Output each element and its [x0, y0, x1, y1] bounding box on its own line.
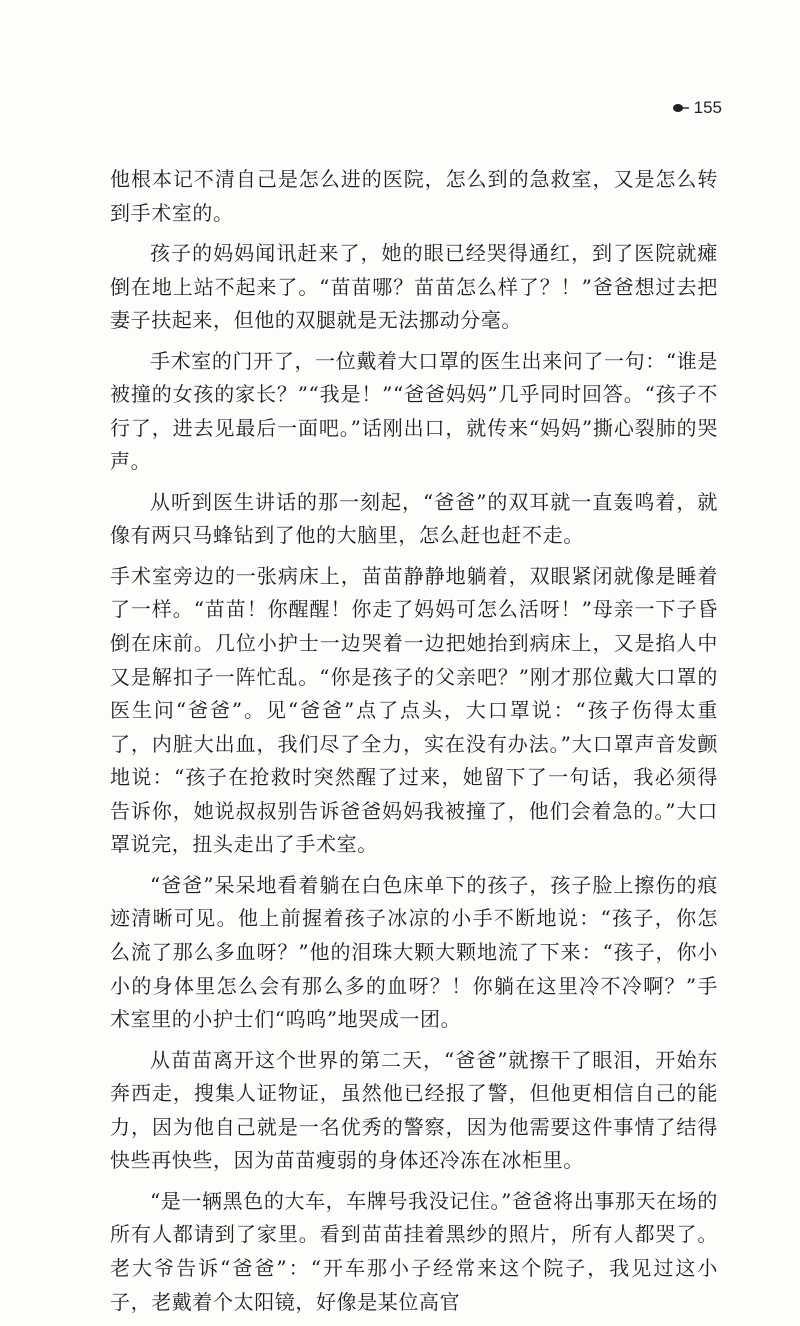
arrow-bullet-icon — [672, 103, 690, 113]
paragraph: 孩子的妈妈闻讯赶来了，她的眼已经哭得通红，到了医院就瘫倒在地上站不起来了。“苗苗哪？苗苗怎么样了？！”爸爸想过去把妻子扶起来，但他的双腿就是无法挪动分毫。 — [110, 240, 718, 333]
paragraph: 手术室旁边的一张病床上，苗苗静静地躺着，双眼紧闭就像是睡着了一样。“苗苗！你醒醒！你走了妈妈可怎么活呀！”母亲一下子昏倒在床前。几位小护士一边哭着一边把她抬到病床上，又是掐人中又是解扣子一阵忙乱。“你是孩子的父亲吧？”刚才那位戴大口罩的医生问“爸爸”。见“爸爸”点了点头，大口罩说：“孩子伤得太重了，内脏大出血，我们尽了全力，实在没有办法。”大口罩声音发颤地说：“孩子在抢救时突然醒了过来，她留下了一句话，我必须得告诉你，她说叔叔别告诉爸爸妈妈我被撞了，他们会着急的。”大口罩说完，扭头走出了手术室。 — [110, 563, 718, 857]
paragraph: 从苗苗离开这个世界的第二天，“爸爸”就擦干了眼泪，开始东奔西走，搜集人证物证，虽然他已经报了警，但他更相信自己的能力，因为他自己就是一名优秀的警察，因为他需要这件事情了结得快些再快些，因为苗苗瘦弱的身体还冷冻在冰柜里。 — [110, 1047, 718, 1173]
paragraph: 从听到医生讲话的那一刻起，“爸爸”的双耳就一直轰鸣着，就像有两只马蜂钻到了他的大脑里，怎么赶也赶不走。 — [110, 489, 718, 548]
paragraph: 手术室的门开了，一位戴着大口罩的医生出来问了一句：“谁是被撞的女孩的家长？”“我是！”“爸爸妈妈”几乎同时回答。“孩子不行了，进去见最后一面吧。”话刚出口，就传来“妈妈”撕心裂肺的哭声。 — [110, 348, 718, 474]
page-header — [672, 98, 722, 118]
page-number: 155 — [693, 98, 722, 117]
paragraph: “是一辆黑色的大车，车牌号我没记住。”爸爸将出事那天在场的所有人都请到了家里。看到苗苗挂着黑纱的照片，所有人都哭了。老大爷告诉“爸爸”：“开车那小子经常来这个院子，我见过这小子，老戴着个太阳镜，好像是某位高官 — [110, 1188, 718, 1314]
body-text — [110, 163, 718, 1326]
paragraph: 他根本记不清自己是怎么进的医院，怎么到的急救室，又是怎么转到手术室的。 — [110, 167, 718, 225]
paragraph: “爸爸”呆呆地看着躺在白色床单下的孩子，孩子脸上擦伤的痕迹清晰可见。他上前握着孩子冰凉的小手不断地说：“孩子，你怎么流了那么多血呀？”他的泪珠大颗大颗地流了下来：“孩子，你小小的身体里怎么会有那么多的血呀？！你躺在这里冷不冷啊？”手术室里的小护士们“呜呜”地哭成一团。 — [110, 872, 718, 1032]
